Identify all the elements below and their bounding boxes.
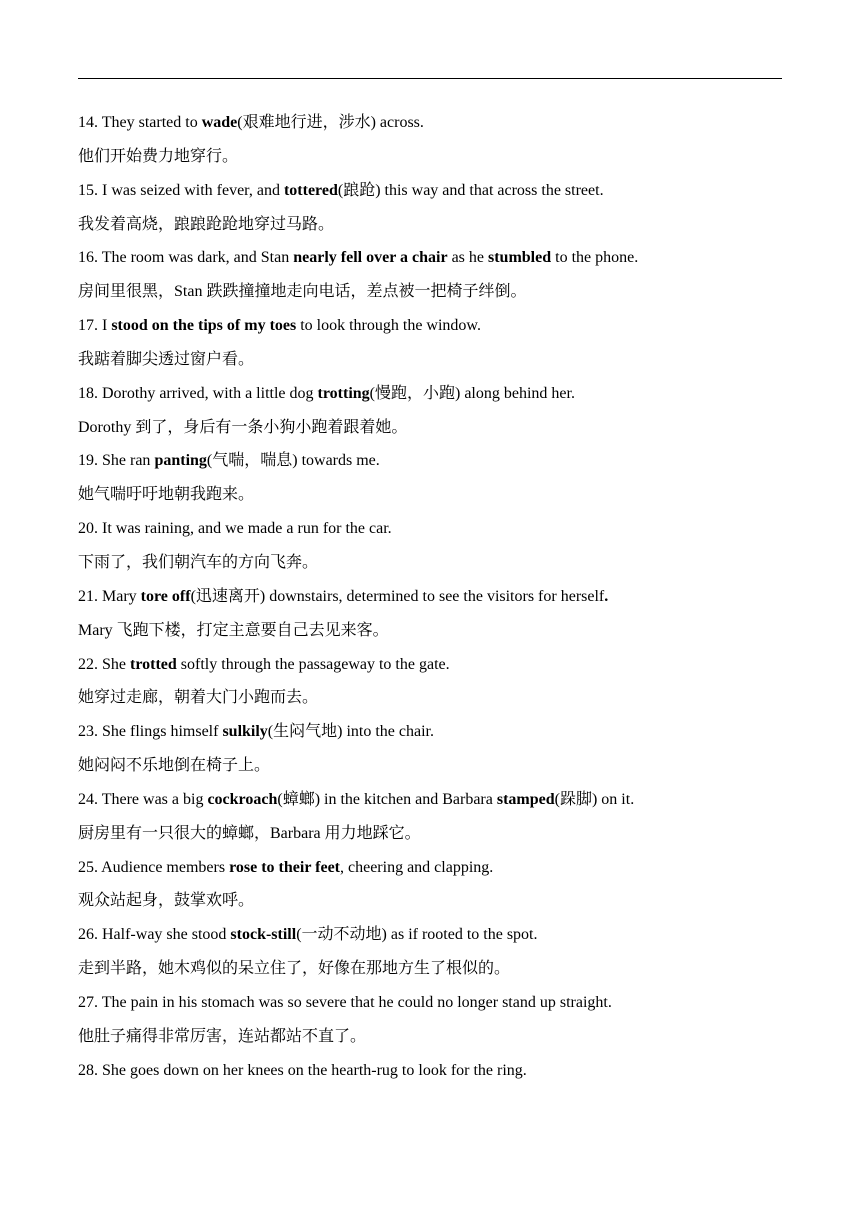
sentence-text: (慢跑，小跑) along behind her.	[369, 384, 575, 402]
sentence-text: softly through the passageway to the gate.	[176, 655, 450, 673]
sentence-text: to the phone.	[551, 249, 639, 267]
key-phrase: trotting	[317, 384, 370, 402]
sentence-translation: 她闷闷不乐地倒在椅子上。	[78, 757, 271, 775]
sentence-text: (蟑螂) in the kitchen and Barbara	[277, 790, 497, 808]
key-phrase: nearly fell over a chair	[293, 249, 448, 267]
sentence-number: 14.	[78, 114, 98, 131]
sentence-number: 16.	[78, 249, 98, 267]
sentence-translation: 我踮着脚尖透过窗户看。	[78, 350, 255, 368]
key-phrase: sulkily	[222, 723, 268, 741]
sentence-english	[78, 512, 782, 546]
sentence-number: 18.	[78, 384, 98, 402]
sentence-english	[78, 377, 782, 411]
sentence-english	[78, 851, 782, 885]
key-phrase: stood on the tips of my toes	[111, 317, 297, 335]
sentence-english	[78, 174, 782, 208]
sentence-text: She flings himself	[102, 723, 223, 741]
sentence-number: 22.	[78, 655, 98, 673]
sentence-number: 28.	[78, 1061, 98, 1079]
sentence-number: 17.	[78, 317, 98, 335]
key-phrase: rose to their feet	[229, 858, 340, 876]
sentence-translation: 我发着高烧，踉踉跄跄地穿过马路。	[78, 215, 335, 233]
sentence-text: (迅速离开) downstairs, determined to see the visitors for herself	[190, 587, 605, 605]
sentence-text: (踉跄) this way and that across the street.	[337, 181, 604, 199]
sentence-translation: 她气喘吁吁地朝我跑来。	[78, 486, 255, 504]
sentence-number: 25.	[78, 858, 98, 876]
sentence-text: , cheering and clapping.	[340, 858, 494, 876]
key-phrase: panting	[154, 452, 207, 470]
sentence-text: She	[102, 655, 130, 673]
sentence-text: as he	[447, 249, 488, 267]
sentence-text: She goes down on her knees on the hearth-rug to look for the ring.	[102, 1061, 527, 1079]
sentence-translation: Dorothy 到了，身后有一条小狗小跑着跟着她。	[78, 418, 408, 436]
sentence-translation: 他们开始费力地穿行。	[78, 147, 239, 165]
key-phrase: stamped	[496, 790, 555, 808]
sentence-text: (气喘，喘息) towards me.	[206, 452, 380, 470]
sentence-text: Audience members	[101, 858, 230, 876]
sentence-text: to look through the window.	[296, 317, 481, 335]
sentence-number: 19.	[78, 452, 98, 470]
sentence-english	[78, 783, 782, 817]
sentence-text: Mary	[102, 587, 141, 605]
sentence-text: They started to	[101, 114, 202, 131]
sentence-translation: 她穿过走廊，朝着大门小跑而去。	[78, 689, 319, 707]
key-phrase: tore off	[140, 587, 191, 605]
sentence-number: 15.	[78, 181, 98, 199]
sentence-translation: 厨房里有一只很大的蟑螂，Barbara 用力地踩它。	[78, 824, 421, 842]
sentence-english	[78, 986, 782, 1020]
sentence-translation: 房间里很黑，Stan 跌跌撞撞地走向电话，差点被一把椅子绊倒。	[78, 283, 527, 301]
sentence-number: 27.	[78, 993, 98, 1011]
sentence-number: 24.	[78, 790, 98, 808]
sentence-english	[78, 648, 782, 682]
sentence-text: The pain in his stomach was so severe that he could no longer stand up straight.	[101, 993, 612, 1011]
sentence-text: The room was dark, and Stan	[101, 249, 294, 267]
sentence-text: Dorothy arrived, with a little dog	[102, 384, 318, 402]
sentence-number: 23.	[78, 723, 98, 741]
key-phrase: stock-still	[230, 926, 297, 944]
key-phrase: stumbled	[488, 249, 552, 267]
sentence-translation: 他肚子痛得非常厉害，连站都站不直了。	[78, 1027, 367, 1045]
sentence-english	[78, 241, 782, 275]
header-rule	[78, 78, 782, 79]
sentence-number: 21.	[78, 587, 98, 605]
sentence-english	[78, 309, 782, 343]
sentence-text: (跺脚) on it.	[554, 790, 635, 808]
sentence-translation: 观众站起身，鼓掌欢呼。	[78, 892, 255, 910]
sentence-english	[78, 106, 782, 140]
key-phrase: .	[604, 587, 609, 605]
key-phrase: wade	[201, 114, 238, 131]
sentence-text: It was raining, and we made a run for the car.	[102, 520, 392, 538]
sentence-text: (生闷气地) into the chair.	[267, 723, 434, 741]
sentence-number: 26.	[78, 926, 98, 944]
sentence-text: There was a big	[101, 790, 208, 808]
sentence-english	[78, 1054, 782, 1088]
sentence-translation: Mary 飞跑下楼，打定主意要自己去见来客。	[78, 621, 389, 639]
sentence-text: (一动不动地) as if rooted to the spot.	[296, 926, 538, 944]
sentence-text: Half-way she stood	[102, 926, 231, 944]
sentence-number: 20.	[78, 520, 98, 538]
sentence-text: She ran	[102, 452, 155, 470]
sentence-english	[78, 715, 782, 749]
key-phrase: tottered	[283, 181, 338, 199]
sentence-list	[78, 106, 782, 1087]
sentence-text: I	[102, 317, 112, 335]
sentence-english	[78, 580, 782, 614]
sentence-english	[78, 444, 782, 478]
sentence-text: (艰难地行进，涉水) across.	[237, 114, 424, 131]
key-phrase: cockroach	[207, 790, 278, 808]
sentence-translation: 下雨了，我们朝汽车的方向飞奔。	[78, 553, 319, 571]
key-phrase: trotted	[130, 655, 177, 673]
sentence-english	[78, 918, 782, 952]
sentence-translation: 走到半路，她木鸡似的呆立住了，好像在那地方生了根似的。	[78, 960, 511, 978]
sentence-text: I was seized with fever, and	[102, 181, 284, 199]
